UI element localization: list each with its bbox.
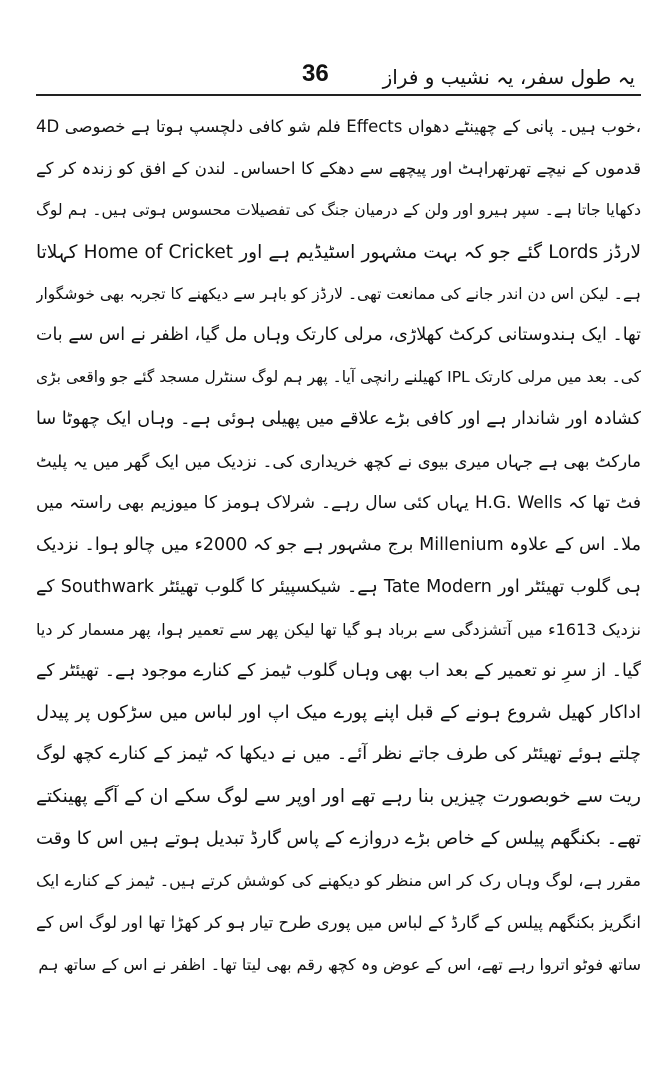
text-line: انگریز بکنگھم پیلس کے گارڈ کے لباس میں پوری طرح تیار ہو کر کھڑا تھا اور لوگ اس کے	[36, 912, 641, 932]
text-line: اداکار کھیل شروع ہونے کے قبل اپنے پورے میک اپ اور لباس میں سڑکوں پر پیدل	[36, 702, 641, 724]
text-line: تھے۔ بکنگھم پیلس کے خاص بڑے دروازے کے پاس گارڈ تبدیل ہوتے ہیں اس کا وقت	[36, 828, 641, 850]
text-line: مارکٹ بھی ہے جہاں میری بیوی نے کچھ خریداری کی۔ نزدیک میں ایک گھر میں یہ پلیٹ	[36, 452, 641, 472]
text-line: تھا۔ ایک ہندوستانی کرکٹ کھلاڑی، مرلی کارتک وہاں مل گیا، اظفر نے اس سے بات	[36, 325, 641, 346]
text-line: ہے۔ لیکن اس دن اندر جانے کی ممانعت تھی۔ لارڈز کو باہر سے دیکھنے کا تجربہ بھی خوشگوار	[36, 284, 641, 303]
text-line: کی۔ بعد میں مرلی کارتک IPL کھیلنے رانچی آیا۔ پھر ہم لوگ سنٹرل مسجد گئے جو واقعی بڑی	[36, 368, 641, 387]
page-header	[36, 58, 641, 98]
header-rule	[36, 94, 641, 96]
page-number: 36	[302, 60, 329, 87]
text-line: چلتے ہوئے تھیئٹر کی طرف جاتے نظر آئے۔ میں نے دیکھا کہ ٹیمز کے کنارے کچھ لوگ	[36, 744, 641, 765]
text-line: ہی گلوب تھیئٹر اور Tate Modern ہے۔ شیکسپیئر کا گلوب تھیئٹر Southwark کے	[36, 576, 641, 597]
text-line: لارڈز Lords گئے جو کہ بہت مشہور اسٹیڈیم ہے اور Home of Cricket کہلاتا	[36, 241, 641, 263]
running-title: یہ طول سفر، یہ نشیب و فراز	[382, 65, 635, 89]
text-line: ملا۔ اس کے علاوہ Millenium برج مشہور ہے جو کہ 2000ء میں چالو ہوا۔ نزدیک	[36, 534, 641, 555]
text-line: مقرر ہے، لوگ وہاں رک کر اس منظر کو دیکھنے کی کوشش کرتے ہیں۔ ٹیمز کے کنارے ایک	[36, 871, 641, 891]
body-text	[36, 106, 641, 986]
text-line: کشادہ اور شاندار ہے اور کافی بڑے علاقے میں پھیلی ہوئی ہے۔ وہاں ایک چھوٹا سا	[36, 409, 641, 430]
text-line: ساتھ فوٹو اتروا رہے تھے، اس کے عوض وہ کچھ رقم بھی لیتا تھا۔ اظفر نے اس کے ساتھ ہم	[38, 954, 641, 974]
text-line: دکھایا جاتا ہے۔ سپر ہیرو اور ولن کے درمیان جنگ کی تفصیلات محسوس ہوتی ہیں۔ ہم لوگ	[36, 200, 641, 219]
text-line: فٹ تھا کہ H.G. Wells یہاں کئی سال رہے۔ شرلاک ہومز کا میوزیم بھی راستہ میں	[36, 493, 641, 514]
text-line: قدموں کے نیچے تھرتھراہٹ اور پیچھے سے دھکے کا احساس۔ لندن کے افق کو زندہ کر کے	[36, 158, 641, 178]
text-line: نزدیک 1613ء میں آتشزدگی سے برباد ہو گیا تھا لیکن پھر سے تعمیر ہوا، پھر مسمار کر دیا	[36, 619, 641, 639]
text-line: 4D فلم شو کافی دلچسپ ہوتا ہے خصوصی Effects خوب ہیں۔ پانی کے چھینٹے دھواں،	[36, 117, 641, 136]
text-line: ریت سے خوبصورت چیزیں بنا رہے تھے اور اوپر سے لوگ سکے ان کے آگے پھینکتے	[36, 786, 641, 808]
text-line: گیا۔ از سرِ نو تعمیر کے بعد اب بھی وہاں گلوب ٹیمز کے کنارے موجود ہے۔ تھیئٹر کے	[36, 660, 641, 681]
